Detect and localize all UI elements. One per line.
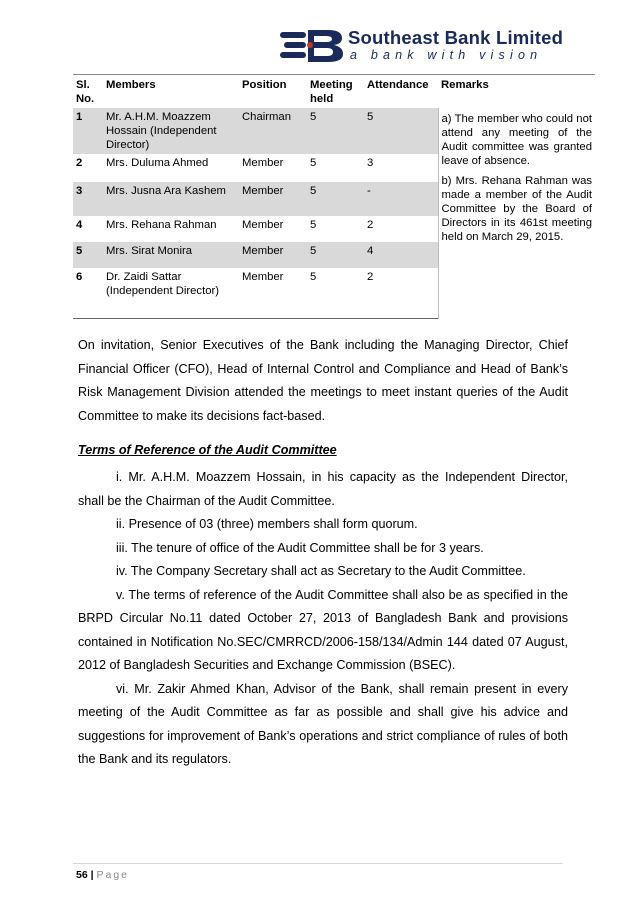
terms-item: v. The terms of reference of the Audit Committee shall also be as specified in the BRPD Circular No.11 dated October 27, 2013 of Bangladesh Bank and provisions contained in Notification No.SEC/CMRRCD/2006-158/134/Admin 144 dated 07 August, 2012 of Bangladesh Securities and Exchange Commission (BSEC).: [78, 587, 568, 672]
footer-divider: [73, 863, 563, 864]
row-sl: 1: [73, 108, 103, 154]
row-member: Dr. Zaidi Sattar (Independent Director): [103, 268, 239, 319]
terms-list: [78, 466, 568, 772]
row-attendance: 2: [364, 268, 438, 319]
audit-committee-table: [73, 74, 595, 319]
row-position: Member: [242, 157, 284, 169]
row-attendance: 3: [367, 157, 374, 169]
sbl-monogram-icon: [280, 26, 344, 64]
terms-heading: Terms of Reference of the Audit Committee: [78, 443, 337, 457]
remarks-cell: [438, 108, 595, 319]
row-member: Mrs. Jusna Ara Kashem: [103, 182, 239, 216]
row-attendance: 5: [364, 108, 438, 154]
row-meeting: 5: [310, 219, 317, 231]
row-meeting: 5: [307, 268, 364, 319]
row-sl: 5: [73, 242, 103, 268]
bank-tagline: a bank with vision: [350, 48, 543, 62]
terms-item: vi. Mr. Zakir Ahmed Khan, Advisor of the Bank, shall remain present in every meeting of the Audit Committee as far as possible and shall give his advice and suggestions for improvement of Bank’s operations and strict compliance of rules of both the Bank and its regulators.: [78, 681, 568, 766]
row-sl: 6: [73, 268, 103, 319]
page-word: Page: [96, 869, 130, 881]
row-meeting: 5: [307, 182, 364, 216]
page-footer: [76, 869, 129, 881]
row-position: Member: [239, 182, 307, 216]
col-header-position: Position: [239, 75, 307, 109]
remark-b: b) Mrs. Rehana Rahman was made a member of the Audit Committee by the Board of Directors in its 461st meeting held on March 29, 2015.: [441, 175, 592, 243]
row-position: Member: [239, 268, 307, 319]
row-sl: 3: [73, 182, 103, 216]
bank-logo: [280, 24, 630, 68]
row-meeting: 5: [310, 157, 317, 169]
row-position: Member: [239, 242, 307, 268]
row-attendance: 4: [364, 242, 438, 268]
row-attendance: -: [364, 182, 438, 216]
col-header-sl: Sl. No.: [73, 75, 103, 109]
table-header-row: [73, 75, 595, 109]
invitation-paragraph: On invitation, Senior Executives of the Bank including the Managing Director, Chief Financial Officer (CFO), Head of Internal Control and Compliance and Head of Bank’s Risk Management Division attended the meetings to meet instant queries of the Audit Committee to make its decisions fact-based.: [78, 338, 568, 423]
row-attendance: 2: [367, 219, 374, 231]
terms-item: i. Mr. A.H.M. Moazzem Hossain, in his capacity as the Independent Director, shall be the Chairman of the Audit Committee.: [78, 470, 568, 508]
col-header-members: Members: [103, 75, 239, 109]
row-sl: 2: [76, 157, 83, 169]
bank-name: Southeast Bank Limited: [348, 27, 564, 48]
terms-item: ii. Presence of 03 (three) members shall form quorum.: [116, 517, 418, 531]
col-header-attendance: Attendance: [364, 75, 438, 109]
page-number: 56: [76, 869, 88, 881]
remark-a: a) The member who could not attend any meeting of the Audit committee was granted leave of absence.: [441, 113, 592, 167]
footer-separator: |: [90, 869, 94, 881]
row-member: Mr. A.H.M. Moazzem Hossain (Independent Director): [103, 108, 239, 154]
table-row: [73, 108, 595, 154]
col-header-remarks: Remarks: [438, 75, 595, 109]
row-meeting: 5: [307, 242, 364, 268]
terms-item: iv. The Company Secretary shall act as Secretary to the Audit Committee.: [116, 564, 526, 578]
row-member: Mrs. Sirat Monira: [103, 242, 239, 268]
row-meeting: 5: [307, 108, 364, 154]
row-sl: 4: [76, 219, 83, 231]
terms-item: iii. The tenure of office of the Audit Committee shall be for 3 years.: [116, 540, 484, 555]
row-member: Mrs. Duluma Ahmed: [106, 157, 209, 169]
row-member: Mrs. Rehana Rahman: [106, 219, 217, 231]
col-header-meeting: Meeting held: [307, 75, 364, 109]
row-position: Chairman: [239, 108, 307, 154]
row-position: Member: [242, 219, 284, 231]
